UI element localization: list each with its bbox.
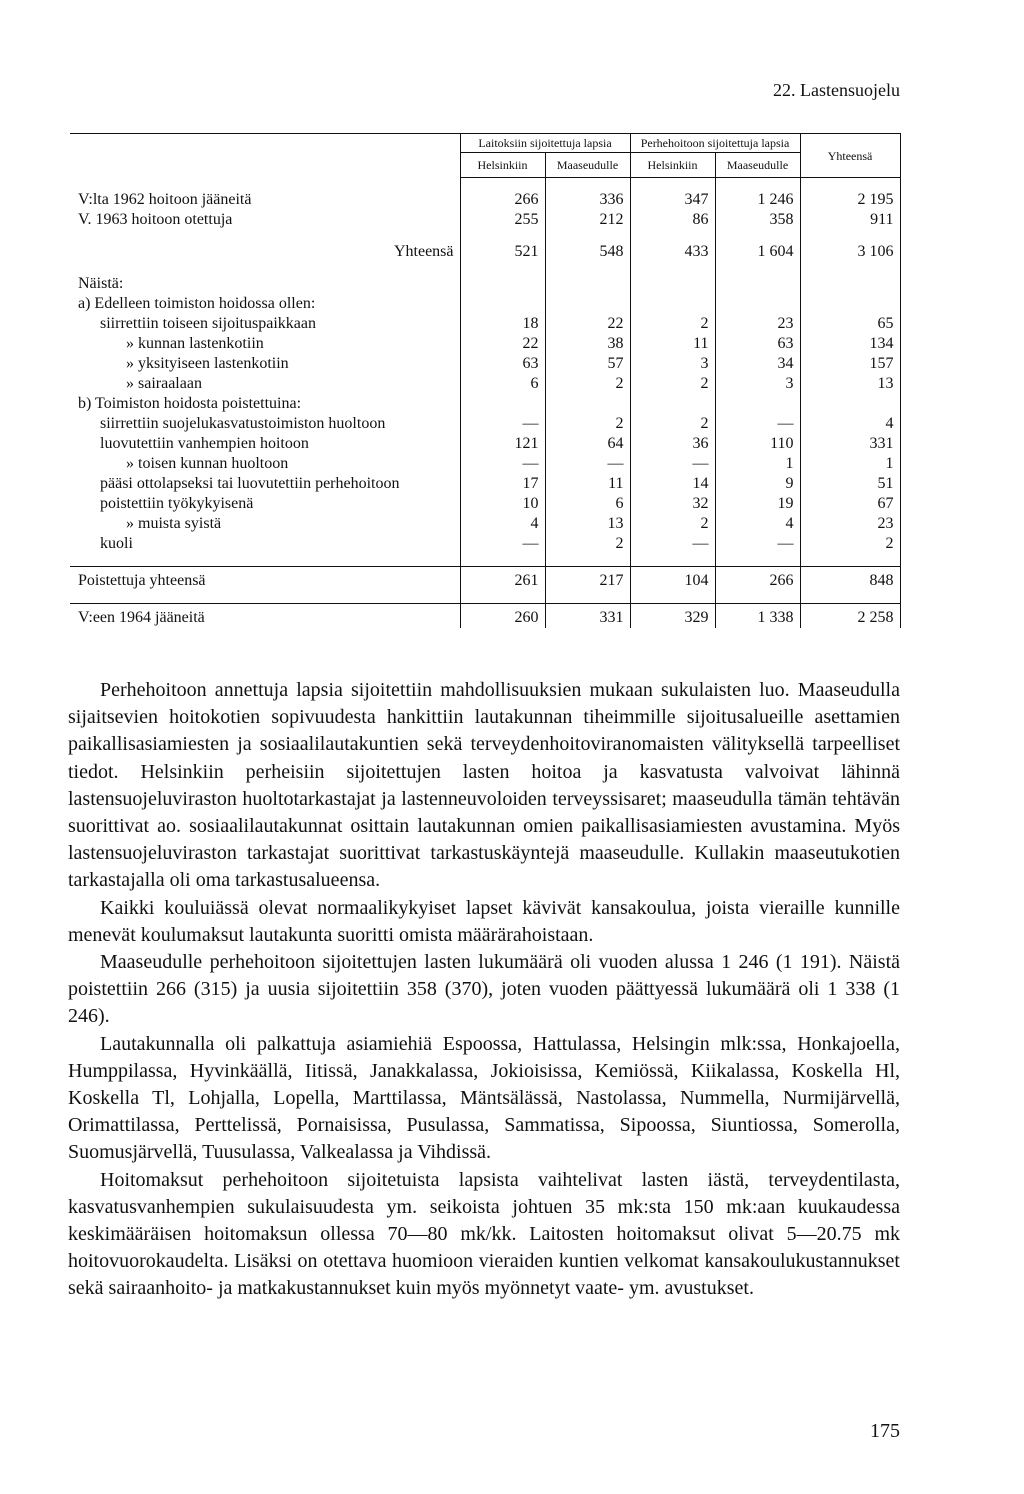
cell: —	[545, 454, 630, 474]
cell: 157	[800, 354, 900, 374]
cell: 14	[630, 474, 715, 494]
header-total: Yhteensä	[800, 134, 900, 178]
row-label: Yhteensä	[393, 243, 454, 260]
cell: 65	[800, 314, 900, 334]
section-label: b) Toimiston hoidosta poistettuina:	[78, 395, 302, 412]
cell: 22	[545, 314, 630, 334]
cell: 63	[460, 354, 545, 374]
table-row-removed-total	[70, 567, 900, 592]
table-row	[70, 514, 900, 534]
cell: 261	[460, 567, 545, 592]
cell: 266	[460, 190, 545, 210]
cell: 22	[460, 334, 545, 354]
row-label: siirrettiin suojelukasvatustoimiston huoltoon	[100, 415, 386, 432]
table-row	[70, 494, 900, 514]
table-row-sum	[70, 242, 900, 262]
row-label: kuoli	[100, 535, 133, 552]
section-label: a) Edelleen toimiston hoidossa ollen:	[78, 295, 316, 312]
cell: 329	[630, 604, 715, 629]
paragraph: Maaseudulle perhehoitoon sijoitettujen lasten lukumäärä oli vuoden alussa 1 246 (1 191). Näistä poistettiin 266 (315) ja uusia sijoitettiin 358 (370), joten vuoden päättyessä lukumäärä oli 1 338 (1 246).	[68, 951, 900, 1028]
cell: 23	[715, 314, 800, 334]
cell: 2	[545, 414, 630, 434]
table-row-remaining	[70, 604, 900, 629]
cell: 217	[545, 567, 630, 592]
row-label: » kunnan lastenkotiin	[126, 335, 264, 352]
subheader-countryside-2: Maaseudulle	[715, 153, 800, 178]
cell: 266	[715, 567, 800, 592]
cell: 32	[630, 494, 715, 514]
cell: 110	[715, 434, 800, 454]
row-label: » toisen kunnan huoltoon	[126, 455, 289, 472]
row-label: Poistettuja yhteensä	[70, 567, 460, 592]
cell: 57	[545, 354, 630, 374]
cell: 433	[630, 242, 715, 262]
cell: 347	[630, 190, 715, 210]
cell: 64	[545, 434, 630, 454]
cell: 331	[800, 434, 900, 454]
cell: 134	[800, 334, 900, 354]
table-row	[70, 434, 900, 454]
row-label: » sairaalaan	[126, 375, 202, 392]
body-text	[68, 677, 900, 1303]
running-head: 22. Lastensuojelu	[773, 80, 900, 100]
cell: —	[460, 534, 545, 554]
cell: —	[630, 454, 715, 474]
row-label: luovutettiin vanhempien hoitoon	[100, 435, 309, 452]
cell: —	[715, 534, 800, 554]
cell: 358	[715, 210, 800, 230]
cell: 1	[715, 454, 800, 474]
cell: 13	[800, 374, 900, 394]
cell: —	[460, 454, 545, 474]
cell: 1 604	[715, 242, 800, 262]
cell: 13	[545, 514, 630, 534]
cell: —	[630, 534, 715, 554]
cell: 4	[800, 414, 900, 434]
table-row	[70, 334, 900, 354]
cell: 121	[460, 434, 545, 454]
cell: 34	[715, 354, 800, 374]
cell: 67	[800, 494, 900, 514]
cell: 11	[545, 474, 630, 494]
cell: —	[460, 414, 545, 434]
cell: 212	[545, 210, 630, 230]
cell: 3	[630, 354, 715, 374]
table-row	[70, 354, 900, 374]
subheader-helsinki-2: Helsinkiin	[630, 153, 715, 178]
cell: 548	[545, 242, 630, 262]
subheader-countryside-1: Maaseudulle	[545, 153, 630, 178]
paragraph: Perhehoitoon annettuja lapsia sijoitettiin mahdollisuuksien mukaan sukulaisten luo. Maaseudulla sijaitsevien hoitokotien sopivuudesta hankittiin lautakunnan tiheimmille sijoitusalueille asettamien paikallisasiamiesten ja sosiaalilautakuntien sekä terveydenhoitoviranomaisten välityksellä tarpeelliset tiedot. Helsinkiin perheisiin sijoitettujen lasten hoitoa ja kasvatusta valvoivat lähinnä lastensuojeluviraston huoltotarkastajat ja lastenneuvoloiden terveyssisaret; maaseudulla tämän tehtävän suorittivat ao. sosiaalilautakunnat osittain lautakunnan omien paikallisasiamiesten avustamina. Myös lastensuojeluviraston tarkastajat suorittivat tarkastuskäyntejä maaseudulle. Kullakin maaseutukotien tarkastajalla oli oma tarkastusalueensa.	[68, 679, 900, 892]
cell: 2 258	[800, 604, 900, 629]
cell: 9	[715, 474, 800, 494]
cell: 521	[460, 242, 545, 262]
cell: 255	[460, 210, 545, 230]
row-label: » yksityiseen lastenkotiin	[126, 355, 289, 372]
cell: 260	[460, 604, 545, 629]
cell: 3 106	[800, 242, 900, 262]
cell: 3	[715, 374, 800, 394]
row-label: poistettiin työkykyisenä	[100, 495, 254, 512]
cell: 1 246	[715, 190, 800, 210]
table-row	[70, 374, 900, 394]
cell: 4	[460, 514, 545, 534]
header-foster-care: Perhehoitoon sijoitettuja lapsia	[630, 134, 800, 153]
row-label: pääsi ottolapseksi tai luovutettiin perhehoitoon	[100, 475, 400, 492]
cell: 10	[460, 494, 545, 514]
table-row	[70, 394, 900, 414]
cell: 2	[630, 374, 715, 394]
section-label: Näistä:	[78, 275, 124, 292]
cell: 2	[630, 514, 715, 534]
cell: 18	[460, 314, 545, 334]
paragraph: Lautakunnalla oli palkattuja asiamiehiä Espoossa, Hattulassa, Helsingin mlk:ssa, Honkajoella, Humppilassa, Hyvinkäällä, Iitissä, Janakkalassa, Jokioisissa, Kemiössä, Kiikalassa, Koskella Hl, Koskella Tl, Lohjalla, Lopella, Marttilassa, Mäntsälässä, Nastolassa, Nummella, Nurmijärvellä, Orimattilassa, Perttelissä, Pornaisissa, Pusulassa, Sammatissa, Sipoossa, Siuntiossa, Somerolla, Suomusjärvellä, Tuusulassa, Valkealassa ja Vihdissä.	[68, 1032, 900, 1164]
page-number: 175	[870, 1420, 900, 1442]
row-label: V. 1963 hoitoon otettuja	[78, 211, 233, 228]
cell: 63	[715, 334, 800, 354]
row-label: » muista syistä	[126, 515, 222, 532]
table-row	[70, 314, 900, 334]
table-row	[70, 210, 900, 230]
row-label: V:een 1964 jääneitä	[70, 604, 460, 629]
table-row	[70, 534, 900, 554]
table-row	[70, 274, 900, 294]
table-row	[70, 294, 900, 314]
cell: 19	[715, 494, 800, 514]
cell: 38	[545, 334, 630, 354]
row-label: V:lta 1962 hoitoon jääneitä	[78, 191, 252, 208]
cell: 2	[630, 314, 715, 334]
cell: 4	[715, 514, 800, 534]
cell: 6	[460, 374, 545, 394]
subheader-helsinki-1: Helsinkiin	[460, 153, 545, 178]
cell: —	[715, 414, 800, 434]
cell: 331	[545, 604, 630, 629]
table-row	[70, 474, 900, 494]
table-row	[70, 190, 900, 210]
cell: 2	[800, 534, 900, 554]
cell: 2	[545, 534, 630, 554]
cell: 6	[545, 494, 630, 514]
cell: 2 195	[800, 190, 900, 210]
row-label: siirrettiin toiseen sijoituspaikkaan	[100, 315, 316, 332]
cell: 17	[460, 474, 545, 494]
cell: 23	[800, 514, 900, 534]
cell: 36	[630, 434, 715, 454]
statistics-table-wrapper	[70, 133, 900, 628]
cell: 86	[630, 210, 715, 230]
cell: 911	[800, 210, 900, 230]
cell: 2	[630, 414, 715, 434]
paragraph: Kaikki kouluiässä olevat normaalikykyiset lapset kävivät kansakoulua, joista vieraille kunnille menevät koulumaksut lautakunta suoritti omista määrärahoistaan.	[68, 896, 900, 946]
cell: 848	[800, 567, 900, 592]
header-blank-cell	[70, 134, 460, 178]
cell: 2	[545, 374, 630, 394]
cell: 51	[800, 474, 900, 494]
cell: 1 338	[715, 604, 800, 629]
table-row	[70, 414, 900, 434]
header-institutions: Laitoksiin sijoitettuja lapsia	[460, 134, 630, 153]
table-row	[70, 454, 900, 474]
cell: 336	[545, 190, 630, 210]
statistics-table	[70, 133, 901, 628]
paragraph: Hoitomaksut perhehoitoon sijoitetuista lapsista vaihtelivat lasten iästä, terveydentilasta, kasvatusvanhempien sukulaisuudesta ym. seikoista johtuen 35 mk:sta 150 mk:aan kuukaudessa keskimääräisen hoitomaksun ollessa 70—80 mk/kk. Laitosten hoitomaksut olivat 5—20.75 mk hoitovuorokaudelta. Lisäksi on otettava huomioon vieraiden kuntien velkomat kansakoulukustannukset sekä sairaanhoito- ja matkakustannukset kuin myös myönnetyt vaate- ym. avustukset.	[68, 1168, 900, 1300]
cell: 1	[800, 454, 900, 474]
cell: 104	[630, 567, 715, 592]
cell: 11	[630, 334, 715, 354]
